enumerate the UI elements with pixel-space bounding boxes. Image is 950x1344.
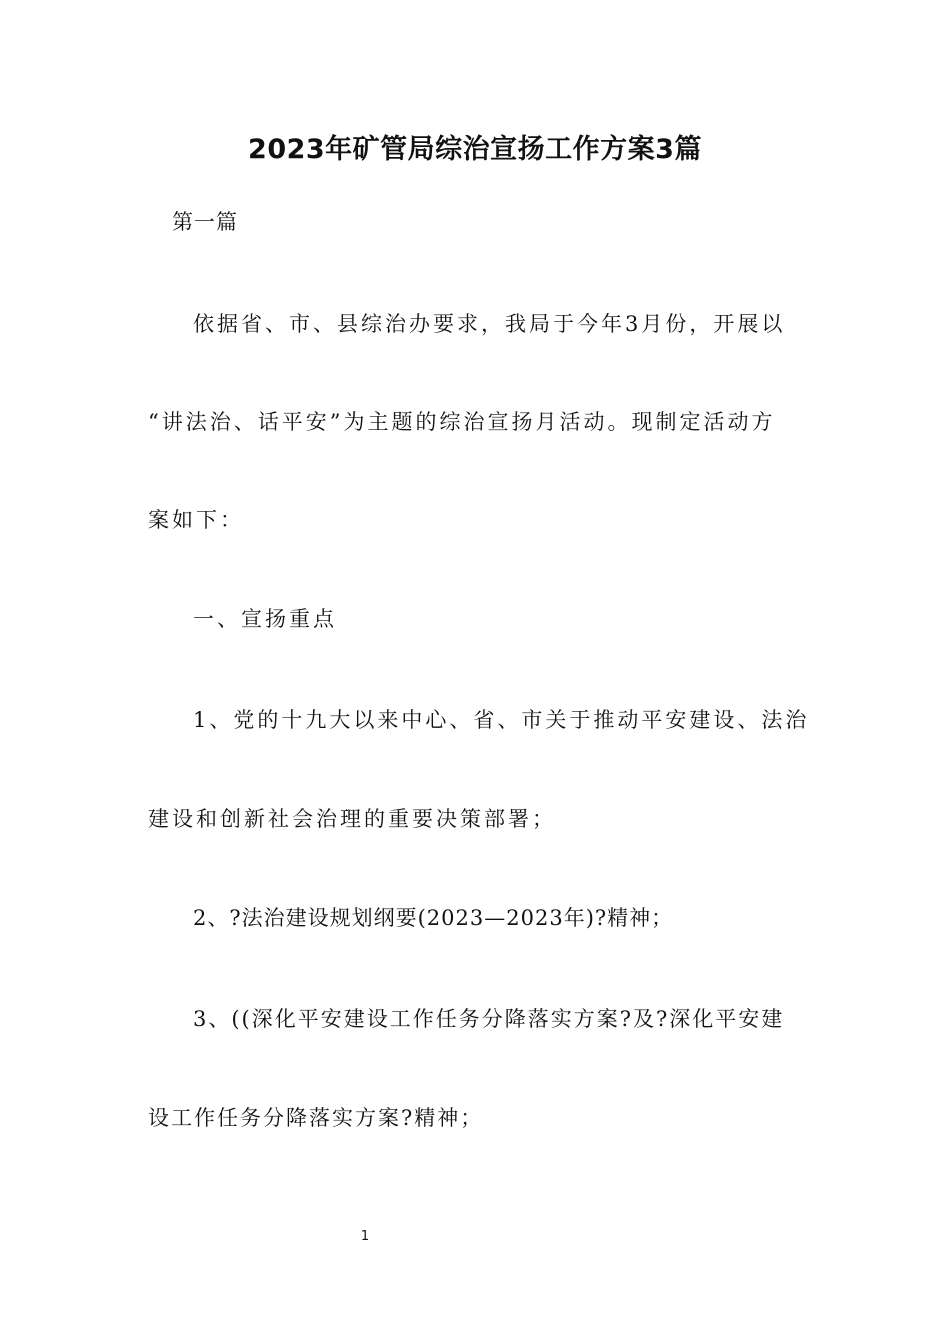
subheading: 一、宣扬重点 bbox=[193, 607, 337, 631]
paragraph-line: 依据省、市、县综治办要求，我局于今年3月份，开展以 bbox=[193, 312, 786, 336]
paragraph-line: 案如下： bbox=[148, 508, 244, 532]
list-item-line: 2、?法治建设规划纲要(2023—2023年)?精神； bbox=[193, 906, 674, 930]
section-heading: 第一篇 bbox=[172, 210, 238, 234]
document-title: 2023年矿管局综治宣扬工作方案3篇 bbox=[248, 134, 702, 165]
page-number: 1 bbox=[360, 1229, 370, 1244]
list-item-line: 建设和创新社会治理的重要决策部署； bbox=[148, 807, 556, 831]
list-item-line: 3、((深化平安建设工作任务分降落实方案?及?深化平安建 bbox=[193, 1007, 785, 1031]
list-item-line: 1、党的十九大以来中心、省、市关于推动平安建设、法治 bbox=[193, 708, 810, 732]
paragraph-line: “讲法治、话平安”为主题的综治宣扬月活动。现制定活动方 bbox=[148, 410, 776, 434]
list-item-line: 设工作任务分降落实方案?精神； bbox=[148, 1106, 484, 1130]
